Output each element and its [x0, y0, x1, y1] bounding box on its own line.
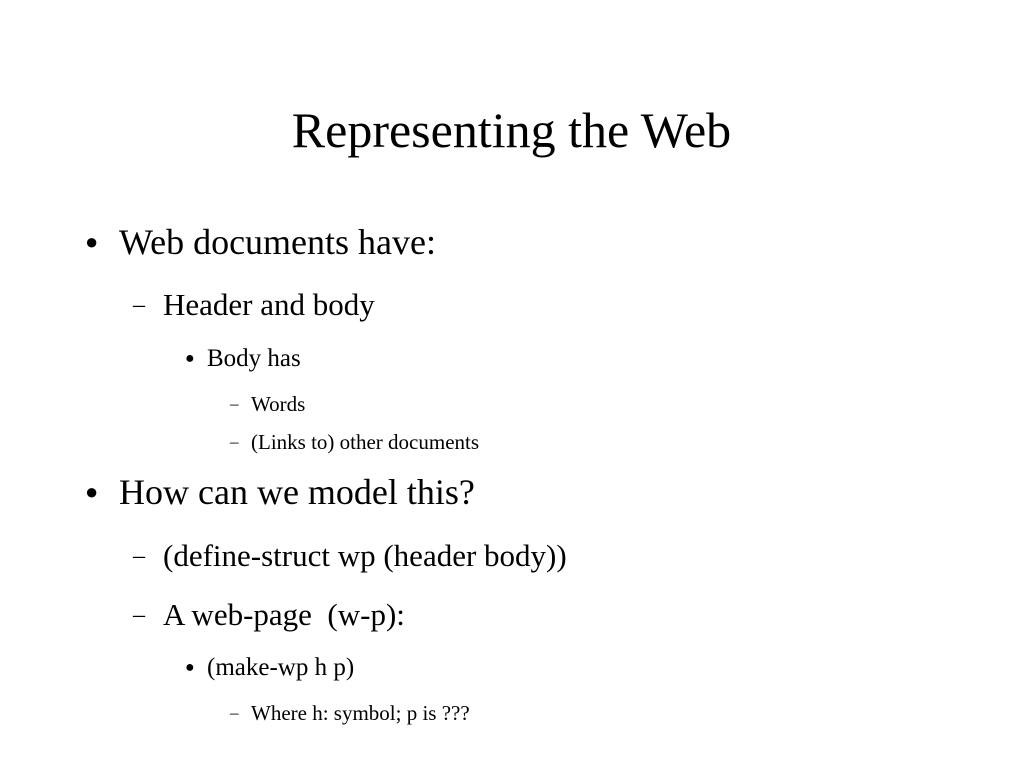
bullet-text: Web documents have: — [119, 222, 437, 262]
bullet-marker: ● — [185, 350, 195, 367]
bullet-text: Body has — [207, 345, 301, 372]
dash-marker: – — [230, 703, 239, 722]
bullet-marker: ● — [185, 659, 195, 676]
slide-title: Representing the Web — [291, 102, 732, 158]
bullet-text: Words — [251, 392, 306, 416]
bullet-text: (define-struct wp (header body)) — [163, 538, 567, 573]
dash-marker: – — [230, 394, 239, 413]
bullet-marker: ● — [85, 479, 99, 504]
dash-marker: – — [133, 602, 145, 628]
bullet-text: Header and body — [163, 287, 375, 322]
bullet-marker: ● — [85, 229, 99, 254]
bullet-text: (Links to) other documents — [251, 430, 480, 454]
dash-marker: – — [133, 543, 145, 569]
bullet-text: Where h: symbol; p is ??? — [251, 701, 470, 725]
bullet-text: (make-wp h p) — [207, 654, 355, 681]
bullet-text: How can we model this? — [119, 472, 475, 512]
bullet-text: A web-page (w-p): — [163, 597, 405, 632]
dash-marker: – — [133, 292, 145, 318]
dash-marker: – — [230, 432, 239, 451]
